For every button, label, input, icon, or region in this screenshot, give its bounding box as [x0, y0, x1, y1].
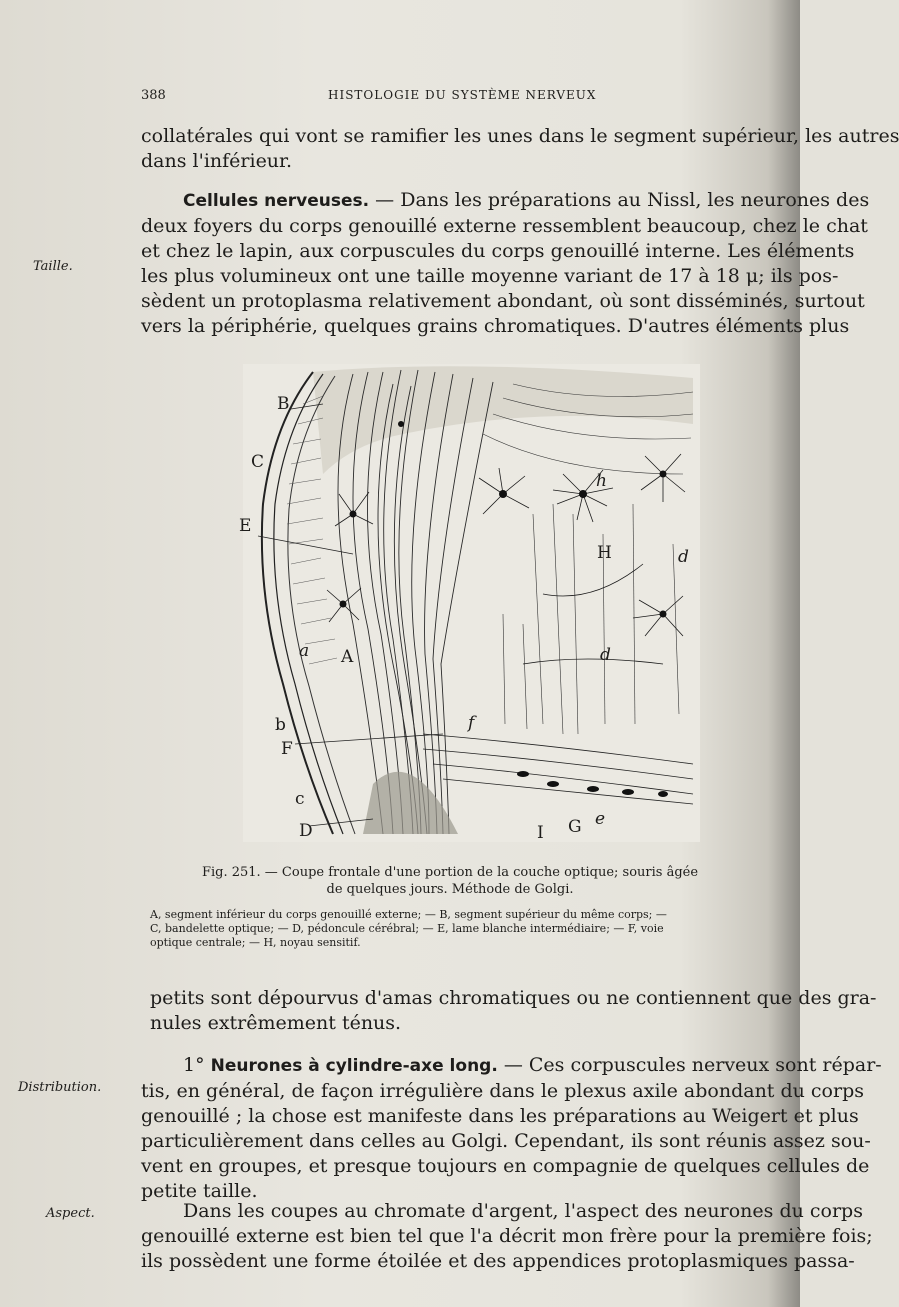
- figure-label-H: H: [597, 543, 612, 563]
- golgi-drawing: [239, 364, 700, 843]
- text-fragment: — Dans les préparations au Nissl, les neurones des: [369, 189, 870, 211]
- figure-label-e: e: [595, 809, 606, 829]
- text-line: deux foyers du corps genouillé externe ressemblent beaucoup, chez le chat: [141, 215, 868, 237]
- text-line: genouillé ; la chose est manifeste dans les préparations au Weigert et plus: [141, 1105, 859, 1127]
- text-line: nules extrêmement ténus.: [150, 1012, 402, 1034]
- page-header: [0, 88, 800, 110]
- page-number: 388: [141, 88, 166, 103]
- caption-line: Fig. 251. — Coupe frontale d'une portion de la couche optique; souris âgée: [201, 865, 699, 880]
- figure-caption: [141, 864, 759, 898]
- running-head: HISTOLOGIE DU SYSTÈME NERVEUX: [328, 88, 597, 102]
- text-line: particulièrement dans celles au Golgi. Cependant, ils sont réunis assez sou-: [141, 1130, 871, 1152]
- text-line: dans l'inférieur.: [141, 150, 293, 172]
- text-line: petite taille.: [141, 1180, 258, 1202]
- paragraph-continuation: [141, 124, 899, 174]
- section-heading: Cellules nerveuses.: [183, 191, 370, 211]
- figure-label-f: f: [468, 713, 475, 733]
- text-line: tis, en général, de façon irrégulière dans le plexus axile abondant du corps: [141, 1080, 864, 1102]
- text-line: collatérales qui vont se ramifier les unes dans le segment supérieur, les autres: [141, 125, 899, 147]
- figure-label-a: a: [299, 641, 310, 661]
- legend-line: C, bandelette optique; — D, pédoncule cérébral; — E, lame blanche intermédiaire; — F, voie: [150, 922, 664, 935]
- text-fragment: — Ces corpuscules nerveux sont répar-: [497, 1054, 882, 1076]
- text-line: sèdent un protoplasma relativement abondant, où sont disséminés, surtout: [141, 290, 865, 312]
- text-line: les plus volumineux ont une taille moyenne variant de 17 à 18 μ; ils pos-: [141, 265, 839, 287]
- figure-label-b: b: [275, 715, 286, 735]
- text-line: et chez le lapin, aux corpuscules du corps genouillé interne. Les éléments: [141, 240, 855, 262]
- figure-label-h: h: [596, 471, 607, 491]
- figure-illustration: [239, 364, 700, 843]
- text-line: genouillé externe est bien tel que l'a décrit mon frère pour la première fois;: [141, 1225, 873, 1247]
- figure-label-E: E: [239, 516, 252, 536]
- paragraph-continuation-2: [150, 986, 877, 1036]
- text-line: Dans les coupes au chromate d'argent, l'aspect des neurones du corps: [183, 1200, 863, 1222]
- legend-line: A, segment inférieur du corps genouillé externe; — B, segment supérieur du même corps; —: [150, 908, 667, 921]
- legend-line: optique centrale; — H, noyau sensitif.: [150, 936, 361, 949]
- figure-label-C-upper: C: [251, 452, 265, 472]
- margin-note-taille: Taille.: [33, 259, 73, 274]
- figure-label-d-upper: d: [678, 547, 689, 567]
- paragraph-aspect: [141, 1199, 873, 1274]
- text-line: [141, 1053, 882, 1079]
- caption-line: de quelques jours. Méthode de Golgi.: [326, 882, 574, 897]
- heading-number: 1°: [183, 1054, 205, 1076]
- paragraph-neurones-cylindre-axe: [141, 1053, 882, 1204]
- figure-label-D: D: [299, 821, 313, 841]
- text-line: [141, 188, 870, 214]
- paragraph-cellules-nerveuses: [141, 188, 870, 339]
- figure-label-I: I: [537, 823, 544, 843]
- text-line: petits sont dépourvus d'amas chromatiques ou ne contiennent que des gra-: [150, 987, 877, 1009]
- section-heading: Neurones à cylindre-axe long.: [210, 1056, 498, 1076]
- figure-label-F: F: [281, 739, 293, 759]
- figure-label-d-lower: d: [600, 645, 611, 665]
- figure-label-G: G: [568, 817, 582, 837]
- margin-note-aspect: Aspect.: [46, 1206, 95, 1221]
- text-line: vent en groupes, et presque toujours en compagnie de quelques cellules de: [141, 1155, 870, 1177]
- text-line: vers la périphérie, quelques grains chromatiques. D'autres éléments plus: [141, 315, 850, 337]
- figure-label-c: c: [295, 789, 305, 809]
- text-line: ils possèdent une forme étoilée et des appendices protoplasmiques passa-: [141, 1250, 855, 1272]
- figure-legend: [150, 908, 760, 950]
- figure-label-B: B: [277, 394, 290, 414]
- margin-note-distribution: Distribution.: [18, 1080, 102, 1095]
- figure-label-A: A: [341, 647, 354, 667]
